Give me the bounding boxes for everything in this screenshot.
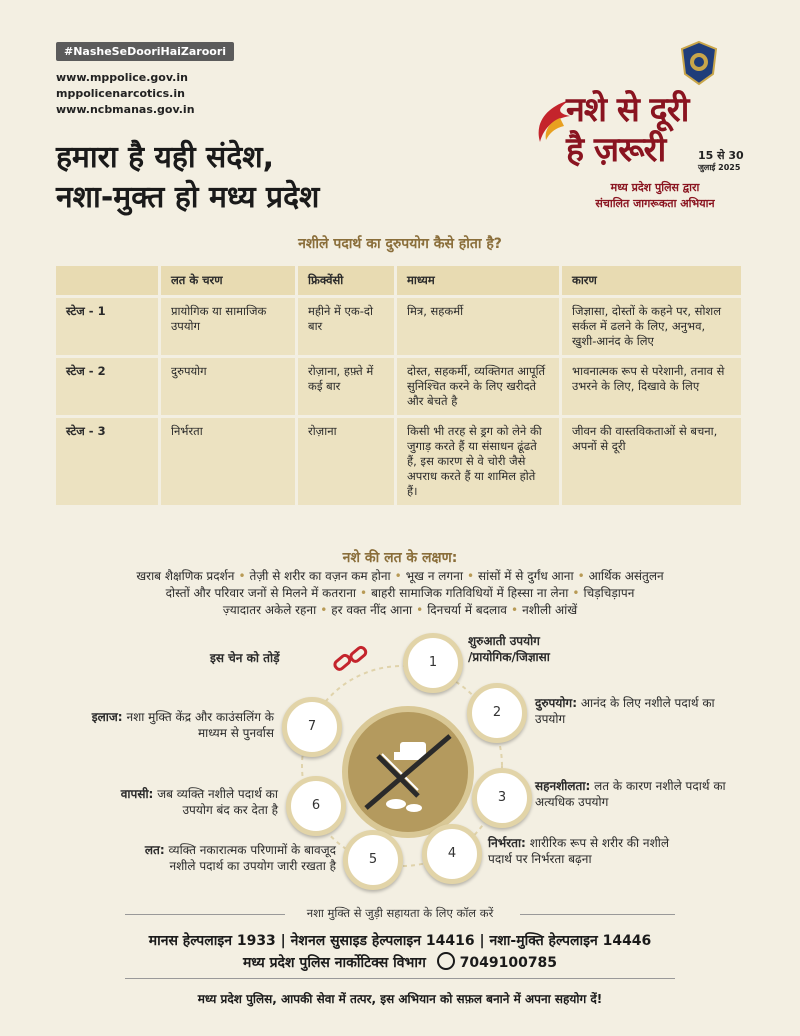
no-drugs-center xyxy=(342,706,474,838)
symptoms-line2: दोस्तों और परिवार जनों से मिलने में कतराना • बाहरी सामाजिक गतिविधियों में हिस्सा ना लेना • चिड़चिड़ापन xyxy=(165,586,635,600)
helpline-line2 xyxy=(0,952,800,974)
symptom-item: हर वक्त नींद आना xyxy=(331,603,413,617)
campaign-logo xyxy=(530,40,750,220)
header-cell: कारण xyxy=(561,266,743,297)
step-title: दुरुपयोग: xyxy=(535,696,577,710)
step-circle-6: 6 xyxy=(286,776,346,836)
table-row xyxy=(56,417,743,506)
symptom-item: सांसों में से दुर्गंध आना xyxy=(478,569,574,583)
stage-cell: स्टेज - 3 xyxy=(56,417,160,506)
step-label-4 xyxy=(488,835,678,867)
step-title: निर्भरता: xyxy=(488,836,526,850)
symptom-item: ज़्यादातर अकेले रहना xyxy=(222,603,317,617)
no-drugs-icon xyxy=(348,712,468,832)
phase-cell: निर्भरता xyxy=(160,417,297,506)
step-text: शारीरिक रूप से शरीर की नशीले पदार्थ पर निर्भरता बढ़ना xyxy=(488,836,670,866)
reason-cell: भावनात्मक रूप से परेशानी, तनाव से उभरने के लिए, दिखावे के लिए xyxy=(561,357,743,417)
step-text: /प्रायोगिक/जिज्ञासा xyxy=(468,650,550,664)
campaign-subtitle-line1: मध्य प्रदेश पुलिस द्वारा xyxy=(610,181,700,194)
helpline-numbers xyxy=(0,930,800,974)
step-label-6 xyxy=(110,786,278,818)
symptom-item: दोस्तों और परिवार जनों से मिलने में कतराना xyxy=(165,586,356,600)
whatsapp-number[interactable]: 7049100785 xyxy=(459,955,558,971)
campaign-title-line2: है ज़रूरी xyxy=(566,130,666,170)
url-mppolice[interactable]: www.mppolice.gov.in xyxy=(56,71,188,84)
symptoms-list xyxy=(40,568,760,619)
phase-cell: दुरुपयोग xyxy=(160,357,297,417)
medium-cell: मित्र, सहकर्मी xyxy=(396,297,561,357)
url-mppolicenarcotics[interactable]: mppolicenarcotics.in xyxy=(56,87,185,100)
step-label-5 xyxy=(118,842,336,874)
symptoms-line1: खराब शैक्षणिक प्रदर्शन • तेज़ी से शरीर का वज़न कम होना • भूख न लगना • सांसों में से दुर्गंध आना • आर्थिक असंतुलन xyxy=(136,569,664,583)
step-title: लत: xyxy=(144,843,165,857)
symptoms-title: नशे की लत के लक्षण: xyxy=(342,550,458,566)
step-title: सहनशीलता: xyxy=(535,779,591,793)
addiction-stages-table xyxy=(56,266,744,505)
step-circle-2: 2 xyxy=(467,683,527,743)
stage-cell: स्टेज - 1 xyxy=(56,297,160,357)
narcotics-dept: मध्य प्रदेश पुलिस नार्कोटिक्स विभाग xyxy=(242,955,426,971)
header-cell: फ्रिक्वेंसी xyxy=(297,266,396,297)
step-title: शुरुआती उपयोग xyxy=(468,634,540,648)
step-text: लत के कारण नशीले पदार्थ का अत्यधिक उपयोग xyxy=(535,779,726,809)
campaign-month: जुलाई 2025 xyxy=(698,163,741,172)
police-emblem-icon xyxy=(678,40,720,86)
footer-message: मध्य प्रदेश पुलिस, आपकी सेवा में तत्पर, इस अभियान को सफ़ल बनाने में अपना सहयोग दें! xyxy=(197,992,603,1006)
stage-cell: स्टेज - 2 xyxy=(56,357,160,417)
step-circle-1: 1 xyxy=(403,633,463,693)
step-circle-5: 5 xyxy=(343,830,403,890)
step-circle-4: 4 xyxy=(422,824,482,884)
symptom-item: बाहरी सामाजिक गतिविधियों में हिस्सा ना लेना xyxy=(371,586,569,600)
step-text: नशा मुक्ति केंद्र और काउंसलिंग के माध्यम से पुनर्वास xyxy=(126,710,274,740)
hashtag-badge: #NasheSeDooriHaiZaroori xyxy=(56,42,234,61)
campaign-title-line1: नशे से दूरी xyxy=(566,90,689,130)
medium-cell: किसी भी तरह से ड्रग को लेने की जुगाड़ करते हैं या संसाधन ढूंढते हैं, इस कारण से वे चोरी जैसे अपराध करते हैं या शामिल होते हैं। xyxy=(396,417,561,506)
step-circle-7: 7 xyxy=(282,697,342,757)
break-chain-label: इस चेन को तोड़ें xyxy=(210,651,280,665)
table-row xyxy=(56,357,743,417)
step-label-7 xyxy=(86,709,274,741)
step-text: आनंद के लिए नशीले पदार्थ का उपयोग xyxy=(535,696,715,726)
step-text: जब व्यक्ति नशीले पदार्थ का उपयोग बंद कर देता है xyxy=(157,787,278,817)
helpline-line1: मानस हेल्पलाइन 1933 | नेशनल सुसाइड हेल्पलाइन 14416 | नशा-मुक्ति हेल्पलाइन 14446 xyxy=(148,933,652,949)
frequency-cell: रोज़ाना xyxy=(297,417,396,506)
step-title: इलाज: xyxy=(91,710,123,724)
table-title: नशीले पदार्थ का दुरुपयोग कैसे होता है? xyxy=(298,236,502,252)
step-title: वापसी: xyxy=(120,787,154,801)
symptom-item: दिनचर्या में बदलाव xyxy=(427,603,507,617)
campaign-title xyxy=(566,90,688,170)
phase-cell: प्रायोगिक या सामाजिक उपयोग xyxy=(160,297,297,357)
reason-cell: जीवन की वास्तविकताओं से बचना, अपनों से दूरी xyxy=(561,417,743,506)
website-links xyxy=(56,70,195,118)
headline xyxy=(56,138,319,218)
step-text: व्यक्ति नकारात्मक परिणामों के बावजूद नशीले पदार्थ का उपयोग जारी रखता है xyxy=(168,843,336,873)
symptom-item: खराब शैक्षणिक प्रदर्शन xyxy=(136,569,235,583)
frequency-cell: रोज़ाना, हफ़्ते में कई बार xyxy=(297,357,396,417)
symptoms-line3: ज़्यादातर अकेले रहना • हर वक्त नींद आना • दिनचर्या में बदलाव • नशीली आंखें xyxy=(222,603,578,617)
broken-chain-icon xyxy=(330,640,370,680)
campaign-dates xyxy=(698,150,744,174)
step-label-2 xyxy=(535,695,735,727)
table-row xyxy=(56,297,743,357)
frequency-cell: महीने में एक-दो बार xyxy=(297,297,396,357)
step-label-3 xyxy=(535,778,735,810)
step-label-1 xyxy=(468,633,550,665)
helpline-heading: नशा मुक्ति से जुड़ी सहायता के लिए कॉल करें xyxy=(306,906,494,920)
step-circle-3: 3 xyxy=(472,768,532,828)
header-cell: लत के चरण xyxy=(160,266,297,297)
header-cell xyxy=(56,266,160,297)
campaign-subtitle-line2: संचालित जागरूकता अभियान xyxy=(595,197,715,210)
url-ncbmanas[interactable]: www.ncbmanas.gov.in xyxy=(56,103,195,116)
headline-line2: नशा-मुक्त हो मध्य प्रदेश xyxy=(56,180,320,215)
symptom-item: चिड़चिड़ापन xyxy=(583,586,635,600)
table-header-row xyxy=(56,266,743,297)
medium-cell: दोस्त, सहकर्मी, व्यक्तिगत आपूर्ति सुनिश्चित करने के लिए खरीदते और बेचते है xyxy=(396,357,561,417)
symptom-item: भूख न लगना xyxy=(405,569,463,583)
divider xyxy=(125,978,675,979)
reason-cell: जिज्ञासा, दोस्तों के कहने पर, सोशल सर्कल में ढलने के लिए, अनुभव, खुशी-आनंद के लिए xyxy=(561,297,743,357)
symptom-item: आर्थिक असंतुलन xyxy=(588,569,664,583)
symptom-item: नशीली आंखें xyxy=(522,603,578,617)
header-cell: माध्यम xyxy=(396,266,561,297)
whatsapp-icon xyxy=(437,952,455,970)
campaign-subtitle xyxy=(560,180,750,212)
symptom-item: तेज़ी से शरीर का वज़न कम होना xyxy=(249,569,391,583)
headline-line1: हमारा है यही संदेश, xyxy=(56,140,275,175)
campaign-date-range: 15 से 30 xyxy=(698,149,744,162)
